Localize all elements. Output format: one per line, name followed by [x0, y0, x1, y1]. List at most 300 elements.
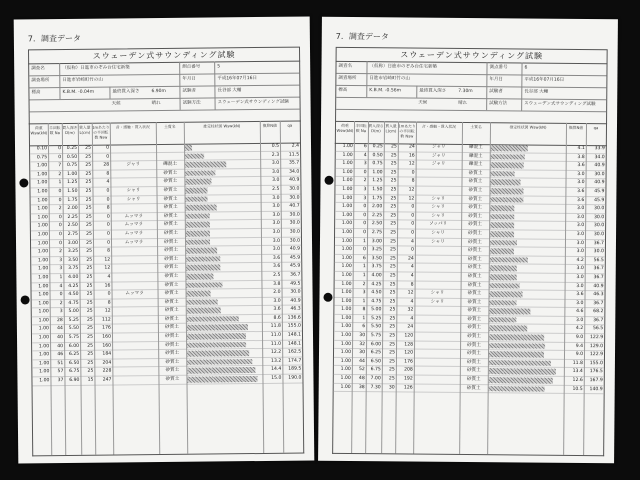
sheet-title: スウェーデン式サウンディング試験 — [28, 47, 300, 65]
cell-w: 1.00 — [340, 341, 352, 347]
cell-na: 3 — [363, 195, 367, 201]
cell-n: 10.5 — [572, 386, 583, 392]
data-grid — [29, 143, 304, 457]
date-label: 年月日 — [179, 73, 217, 85]
point-label: 測点番号 — [486, 62, 524, 74]
cell-l: 25 — [390, 178, 397, 184]
cell-n: 3.0 — [271, 160, 280, 167]
cell-soil: 砂質土 — [164, 256, 179, 262]
cell-d: 6.75 — [69, 369, 80, 375]
cell-q: 174.7 — [288, 358, 302, 364]
cell-feel: シャリ — [430, 299, 445, 305]
cell-d: 4.00 — [371, 273, 382, 279]
estimated-column-bar — [490, 240, 517, 246]
project-value: （仮称）日進市のぞみ台住宅新築 — [366, 61, 489, 74]
cell-soil: 砂質土 — [164, 308, 179, 314]
cell-d: 5.25 — [371, 316, 382, 322]
cell-na: 3 — [59, 266, 63, 272]
cell-d: 0.50 — [372, 152, 383, 158]
cell-soil: 砂質土 — [467, 325, 482, 331]
cell-soil: 砂質土 — [467, 299, 482, 305]
cell-na: 48 — [358, 376, 365, 382]
cell-soil: 砂質土 — [165, 368, 180, 374]
cell-nsw: 0 — [411, 230, 415, 236]
cell-soil: 砂質土 — [468, 230, 482, 237]
project-label: 調査名 — [338, 63, 353, 69]
estimated-column-bar — [490, 223, 514, 229]
cell-q: 56.5 — [593, 257, 604, 263]
estimated-column-bar — [186, 273, 213, 279]
cell-q: 45.9 — [594, 197, 605, 203]
cell-w: 1.00 — [341, 315, 352, 321]
cell-q: 45.9 — [289, 255, 301, 261]
cell-q: 30.0 — [289, 212, 300, 218]
cell-na: 1 — [362, 315, 366, 321]
estimated-column-bar — [491, 145, 528, 151]
cell-l: 25 — [87, 369, 94, 375]
cell-w: 1.00 — [341, 247, 352, 253]
cell-q: 40.9 — [594, 180, 605, 186]
cell-soil: 砂質土 — [467, 248, 482, 254]
cell-n: 0.5 — [271, 143, 280, 149]
cell-d: 2.00 — [67, 206, 78, 212]
cell-na: 6 — [363, 144, 367, 150]
cell-nsw: 16 — [408, 153, 415, 159]
cell-w: 1.00 — [340, 375, 351, 382]
cell-q: 148.1 — [287, 341, 302, 347]
cell-feel: シャリ — [431, 239, 445, 245]
cell-d: 3.50 — [67, 257, 79, 263]
cell-soil: 砂質土 — [468, 179, 483, 185]
cell-feel: シャリ — [431, 213, 446, 219]
cell-nsw: 228 — [102, 368, 112, 375]
cell-q: 36.7 — [593, 275, 604, 281]
column-divider — [48, 123, 49, 145]
cell-na: 0 — [58, 223, 62, 229]
cell-d: 0.25 — [66, 145, 78, 152]
cell-soil: 礫混土 — [163, 162, 178, 168]
cell-d: 5.25 — [68, 317, 79, 323]
cell-l: 25 — [86, 266, 93, 272]
cell-nsw: 176 — [102, 326, 111, 332]
report-sheet-left — [14, 16, 315, 463]
cell-soil: 砂質土 — [467, 256, 482, 262]
cell-n: 4.2 — [576, 257, 584, 263]
cell-soil: 砂質土 — [163, 205, 178, 211]
cell-w: 1.00 — [37, 206, 48, 212]
tester-value: 長谷部 大輔 — [214, 85, 297, 98]
cell-soil: 砂質土 — [164, 290, 179, 297]
cell-n: 3.0 — [576, 274, 584, 280]
cell-feel: シャリ — [431, 204, 446, 210]
cell-q: 33.9 — [594, 146, 605, 152]
cell-n: 3.0 — [271, 169, 280, 175]
cell-nsw: 160 — [102, 343, 112, 349]
cell-soil: 砂質土 — [163, 213, 178, 219]
estimated-column-bar — [187, 308, 221, 314]
cell-n: 3.0 — [576, 214, 585, 220]
cell-w: 1.00 — [341, 307, 352, 313]
estimated-column-bar — [187, 299, 218, 305]
cell-na: 0 — [362, 247, 366, 253]
cell-n: 11.0 — [270, 341, 282, 347]
cell-q: 155.0 — [589, 360, 603, 367]
cell-w: 1.00 — [341, 212, 353, 218]
cell-na: 46 — [57, 352, 64, 358]
column-divider — [92, 123, 93, 145]
cell-soil: 砂質土 — [163, 187, 178, 193]
column-header: 貫入深さ D(m) — [62, 124, 78, 136]
column-divider — [156, 122, 157, 144]
cell-q: 30.0 — [594, 171, 605, 177]
column-header: 1mあたりの半回転数 Nsw — [92, 124, 110, 140]
cell-soil: 砂質土 — [163, 196, 178, 202]
cell-na: 0 — [59, 240, 63, 246]
cell-soil: 砂質土 — [466, 377, 481, 383]
data-grid — [332, 143, 607, 456]
cell-nsw: 208 — [404, 367, 413, 373]
cell-n: 4.2 — [575, 326, 584, 332]
cell-w: 1.00 — [341, 281, 352, 287]
cell-l: 25 — [390, 213, 397, 219]
cell-w: 1.00 — [342, 204, 353, 210]
cell-nsw: 120 — [404, 350, 414, 356]
estimated-column-bar — [185, 153, 204, 159]
cell-l: 25 — [86, 283, 93, 289]
cell-nsw: 128 — [404, 342, 414, 348]
cell-nsw: 16 — [104, 283, 111, 289]
header-block — [335, 61, 608, 124]
cell-l: 25 — [389, 307, 396, 313]
cell-q: 40.9 — [593, 283, 604, 289]
estimated-column-bar — [187, 359, 252, 365]
cell-l: 25 — [389, 324, 396, 330]
cell-feel: シャリ — [126, 196, 141, 202]
cell-l: 25 — [86, 248, 93, 254]
cell-w: 1.00 — [37, 232, 48, 238]
cell-na: 0 — [363, 212, 367, 218]
estimated-column-bar — [186, 239, 210, 245]
cell-q: 162.5 — [288, 349, 302, 355]
cell-q: 30.0 — [594, 206, 605, 212]
cell-d: 3.00 — [67, 240, 79, 246]
cell-l: 25 — [85, 197, 92, 203]
cell-w: 1.00 — [38, 300, 49, 307]
cell-q: 40.9 — [289, 177, 300, 184]
depth-label: 最終貫入深さ — [416, 86, 459, 98]
estimated-column-bar — [491, 171, 515, 177]
column-divider — [384, 121, 385, 143]
cell-na: 28 — [56, 317, 63, 323]
cell-feel: ムッマラ — [124, 222, 144, 228]
cell-soil: 砂質土 — [467, 291, 482, 297]
cell-q: 30.0 — [289, 220, 300, 227]
estimated-column-bar — [489, 360, 551, 366]
column-header: 荷重 Wsw(kN) — [30, 125, 48, 136]
cell-w: 1.00 — [37, 214, 48, 221]
cell-soil: 砂質土 — [164, 265, 179, 271]
column-header: 貫入量 L(cm) — [385, 123, 397, 134]
cell-q: 129.0 — [589, 343, 604, 349]
column-divider — [462, 122, 463, 144]
cell-n: 3.6 — [272, 255, 281, 261]
cell-w: 1.00 — [340, 367, 351, 373]
cell-soil: 礫混土 — [468, 153, 483, 159]
cell-soil: 砂質土 — [164, 273, 179, 279]
cell-nsw: 8 — [106, 205, 110, 211]
cell-n: 4.6 — [576, 309, 584, 315]
cell-d: 0.50 — [66, 154, 78, 160]
cell-nsw: 4 — [107, 274, 111, 280]
estimated-column-bar — [490, 274, 517, 280]
cell-n: 11.0 — [270, 332, 282, 338]
cell-l: 25 — [390, 144, 397, 150]
cell-na: 0 — [58, 197, 62, 203]
cell-na: 2 — [363, 178, 367, 184]
cell-soil: 砂質土 — [467, 334, 482, 340]
cell-d: 4.25 — [68, 283, 79, 289]
cell-na: 0 — [58, 154, 62, 160]
cell-na: 1 — [58, 180, 62, 186]
cell-n: 3.6 — [577, 197, 585, 203]
cell-n: 12.6 — [572, 377, 583, 384]
cell-n: 3.0 — [273, 298, 281, 304]
cell-q: 30.0 — [593, 249, 604, 255]
cell-na: 0 — [363, 221, 367, 227]
cell-soil: 砂質土 — [468, 239, 482, 245]
cell-l: 25 — [389, 299, 396, 305]
cell-l: 25 — [87, 360, 94, 366]
cell-l: 25 — [388, 367, 395, 373]
cell-n: 2.0 — [273, 289, 281, 295]
cell-d: 2.75 — [371, 230, 383, 236]
location-value: 日進市岩崎町竹の山 — [366, 73, 489, 86]
estimated-column-bar — [489, 308, 530, 314]
cell-feel: ムッマラ — [124, 239, 144, 245]
column-header: 1mあたりの半回転数 Nsw — [398, 123, 416, 139]
column-divider — [78, 123, 79, 145]
cell-d: 7.00 — [370, 376, 381, 382]
cell-d: 6.00 — [370, 341, 382, 347]
cell-d: 4.50 — [68, 291, 79, 298]
cell-l: 25 — [86, 231, 92, 237]
cell-l: 25 — [389, 273, 396, 279]
cell-l: 25 — [87, 351, 94, 358]
cell-feel: ジャリ — [431, 153, 446, 159]
estimated-column-bar — [187, 291, 211, 297]
estimated-column-bar — [489, 343, 545, 349]
weather-value: 晴れ — [151, 101, 161, 107]
cell-w: 1.00 — [341, 289, 352, 296]
cell-nsw: 24 — [408, 144, 415, 150]
cell-nsw: 24 — [407, 256, 414, 262]
cell-nsw: 120 — [404, 333, 414, 339]
estimated-column-bar — [489, 317, 516, 323]
cell-n: 15.0 — [271, 375, 282, 381]
cell-d: 4.00 — [68, 274, 79, 280]
cell-w: 0.10 — [36, 146, 48, 152]
cell-na: 0 — [59, 292, 63, 298]
column-divider — [280, 121, 281, 143]
cell-n: 9.0 — [575, 352, 584, 358]
cell-d: 3.25 — [67, 249, 79, 255]
cell-w: 1.00 — [341, 255, 352, 261]
cell-w: 1.00 — [38, 318, 49, 324]
column-header: 半回転数 Na — [49, 125, 61, 136]
cell-q: 155.0 — [287, 324, 301, 330]
cell-w: 1.00 — [342, 195, 353, 201]
estimated-column-bar — [491, 154, 525, 160]
cell-l: 25 — [86, 257, 93, 263]
cell-w: 1.00 — [37, 223, 48, 229]
cell-w: 1.00 — [38, 335, 50, 341]
cell-q: 36.7 — [593, 240, 604, 246]
cell-w: 1.00 — [37, 257, 49, 264]
cell-q: 190.0 — [288, 375, 302, 381]
estimated-column-bar — [489, 386, 545, 392]
cell-w: 1.00 — [341, 229, 353, 235]
cell-n: 3.0 — [576, 206, 585, 212]
cell-q: 40.7 — [289, 203, 300, 209]
column-header: 推定柱状図 Wsw(kN) — [509, 124, 547, 130]
cell-d: 6.90 — [69, 377, 80, 384]
point-value: 5 — [214, 61, 297, 74]
cell-l: 25 — [85, 180, 92, 186]
cell-soil: 礫混土 — [468, 162, 483, 168]
cell-d: 1.75 — [372, 195, 383, 201]
cell-soil: 砂質土 — [164, 325, 179, 331]
cell-soil: 砂質土 — [467, 282, 482, 288]
cell-nsw: 24 — [407, 324, 414, 330]
cell-nsw: 0 — [106, 231, 110, 237]
cell-feel: シャリ — [431, 230, 445, 236]
cell-l: 25 — [86, 317, 93, 323]
cell-nsw: 176 — [404, 359, 413, 365]
cell-feel: シャリ — [126, 188, 141, 194]
cell-na: 6 — [362, 324, 366, 330]
cell-d: 1.75 — [67, 197, 78, 203]
column-header: 推定柱状図 Wsw(kN) — [203, 123, 241, 129]
cell-d: 1.50 — [67, 188, 78, 194]
cell-n: 3.0 — [272, 212, 280, 218]
estimated-column-bar — [489, 334, 544, 340]
cell-w: 1.00 — [38, 352, 50, 358]
column-divider — [368, 121, 369, 143]
cell-na: 3 — [59, 309, 63, 315]
estimated-column-bar — [187, 350, 249, 356]
cell-d: 3.00 — [371, 238, 383, 244]
estimated-column-bar — [187, 367, 255, 373]
cell-n: 3.0 — [272, 229, 280, 235]
method-label: 試験方法 — [486, 98, 524, 110]
estimated-column-bar — [490, 205, 514, 211]
cell-w: 1.00 — [36, 163, 48, 169]
estimated-column-bar — [491, 162, 524, 168]
method-value: スウェーデン式サウンディング試験 — [521, 98, 609, 111]
cell-nsw: 0 — [106, 145, 110, 151]
cell-l: 25 — [388, 376, 395, 382]
cell-n: 3.0 — [577, 180, 585, 186]
section-label: 7．調査データ — [335, 31, 389, 42]
cell-w: 1.00 — [341, 238, 353, 244]
location-label: 調査場所 — [338, 75, 357, 82]
cell-l: 25 — [390, 230, 397, 236]
cell-l: 25 — [85, 223, 92, 229]
cell-q: 11.5 — [288, 152, 300, 158]
cell-l: 25 — [389, 333, 396, 339]
cell-l: 25 — [389, 281, 396, 287]
project-value: （仮称）日進市のぞみ台住宅新築 — [59, 62, 182, 75]
column-divider — [184, 122, 185, 144]
cell-n: 3.0 — [576, 231, 585, 237]
cell-d: 1.50 — [372, 187, 383, 193]
cell-soil: 礫混土 — [468, 145, 483, 151]
cell-soil: 砂質土 — [467, 359, 481, 365]
cell-q: 30.0 — [289, 229, 300, 235]
cell-soil: 砂質土 — [163, 222, 178, 228]
cell-d: 5.00 — [68, 309, 79, 315]
cell-q: 36.7 — [593, 300, 604, 306]
cell-na: 6 — [362, 255, 366, 261]
cell-na: 44 — [359, 358, 365, 364]
cell-feel: シャリ — [430, 290, 445, 296]
estimated-column-bar — [490, 180, 520, 186]
cell-d: 6.50 — [69, 360, 80, 366]
column-header: 音・感触・貫入状況 — [115, 124, 150, 130]
cell-n: 3.0 — [272, 221, 280, 227]
cell-w: 1.00 — [39, 369, 50, 375]
cell-q: 36.7 — [290, 272, 301, 278]
cell-q: 30.0 — [289, 195, 300, 201]
cell-l: 25 — [390, 238, 397, 244]
cell-n: 11.8 — [270, 324, 281, 330]
cell-l: 25 — [389, 316, 396, 322]
cell-d: 5.50 — [370, 324, 382, 330]
cell-soil: 砂質土 — [164, 239, 178, 245]
cell-w: 1.00 — [341, 264, 352, 270]
cell-q: 30.0 — [289, 186, 300, 192]
cell-l: 25 — [390, 195, 397, 201]
cell-w: 1.00 — [341, 272, 352, 278]
cell-nsw: 12 — [104, 308, 111, 314]
tester-label: 試験者 — [486, 86, 524, 98]
cell-nsw: 28 — [103, 162, 110, 168]
cell-soil: 砂質土 — [468, 196, 483, 202]
column-divider — [354, 121, 355, 143]
cell-n: 3.6 — [272, 264, 281, 270]
estimated-column-bar — [490, 257, 528, 263]
cell-na: 1 — [362, 272, 366, 279]
estimated-column-bar — [490, 188, 523, 194]
cell-n: 3.0 — [272, 246, 281, 252]
cell-l: 25 — [87, 343, 94, 349]
cell-l: 25 — [390, 204, 397, 210]
cell-l: 25 — [87, 326, 93, 332]
estimated-column-bar — [490, 231, 514, 237]
cell-nsw: 0 — [107, 240, 111, 246]
cell-nsw: 8 — [411, 178, 415, 184]
estimated-column-bar — [490, 283, 520, 289]
cell-nsw: 0 — [106, 222, 110, 228]
column-divider — [586, 123, 587, 145]
tester-value: 長谷部 大輔 — [521, 86, 604, 99]
cell-na: 51 — [57, 360, 64, 366]
cell-nsw: 12 — [408, 187, 415, 193]
cell-nsw: 126 — [403, 385, 413, 391]
cell-l: 25 — [86, 309, 93, 315]
cell-na: 30 — [359, 350, 366, 356]
weather-label: 天候 — [111, 101, 121, 107]
